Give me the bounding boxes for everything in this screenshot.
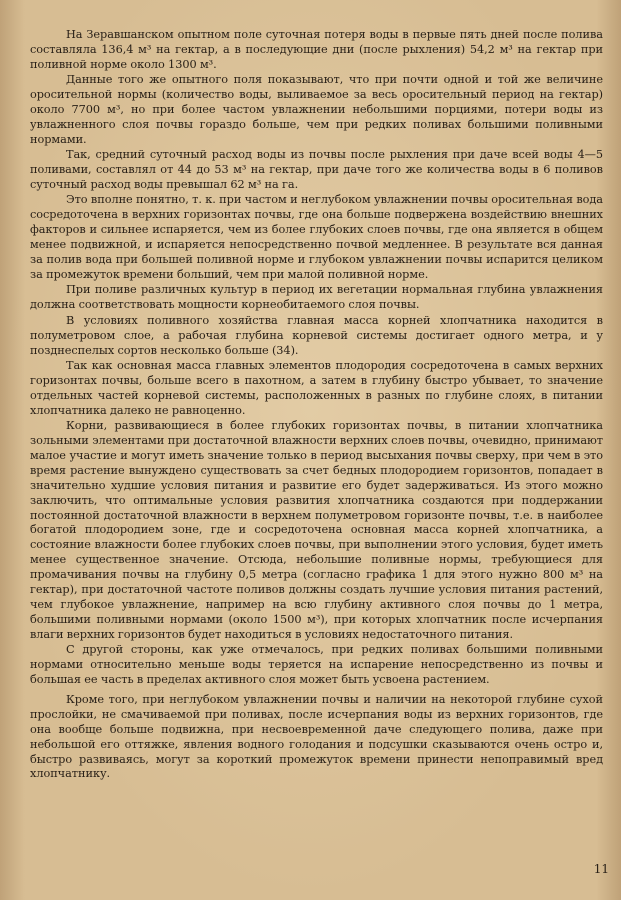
- paragraph: При поливе различных культур в период их вегетации нормальная глубина увлажнения должна соответствовать мощности корнеобитаемого слоя почвы.: [30, 283, 603, 312]
- page-number: 11: [593, 862, 609, 876]
- paragraph: Это вполне понятно, т. к. при частом и неглубоком увлажнении почвы оросительная вода сосредоточена в верхних горизонтах почвы, где она больше подвержена воздействию внешних факторов и сильнее испаряется, чем из более глубоких слоев почвы, где она является в общем менее подвижной, и испаряется непосредственно почвой медленнее. В результате вся данная за полив вода при большей поливной норме и глубоком увлажнении почвы испарится целиком за промежуток времени больший, чем при малой поливной норме.: [30, 193, 603, 281]
- paragraph: В условиях поливного хозяйства главная масса корней хлопчатника находится в полуметровом слое, а рабочая глубина корневой системы достигает одного метра, и у позднеспелых сортов несколько больше (34).: [30, 313, 603, 357]
- paragraph: На Зеравшанском опытном поле суточная потеря воды в первые пять дней после полива составляла 136,4 м³ на гектар, а в последующие дни (после рыхления) 54,2 м³ на гектар при поливной норме около 1300 м³.: [30, 28, 603, 71]
- body-text: [30, 28, 603, 782]
- paragraph: С другой стороны, как уже отмечалось, при редких поливах большими поливными нормами относительно меньше воды теряется на испарение непосредственно из почвы и большая ее часть в пределах активного слоя может быть усвоена растением.: [30, 643, 603, 686]
- paragraph: Корни, развивающиеся в более глубоких горизонтах почвы, в питании хлопчатника зольными элементами при достаточной влажности верхних слоев почвы, очевидно, принимают малое участие и могут иметь значение только в период высыхания почвы сверху, при чем в это время растение вынуждено существовать за счет бедных плодородием горизонтов, попадает в значительно худшие условия питания и развитие его будет задерживаться. Из этого можно заключить, что оптимальные условия развития хлопчатника создаются при поддержании постоянной достаточной влажности в верхнем полуметровом горизонте почвы, т.е. в наиболее богатой плодородием зоне, где и сосредоточена основная масса корней хлопчатника, а состояние влажности более глубоких слоев почвы, при выполнении этого условия, будет иметь менее существенное значение. Отсюда, небольшие поливные нормы, требующиеся для промачивания почвы на глубину 0,5 метра (согласно графика 1 для этого нужно 800 м³ на гектар), при достаточной частоте поливов должны создать лучшие условия питания растений, чем глубокое увлажнение, например на всю глубину активного слоя почвы до 1 метра, большими поливными нормами (около 1500 м³), при которых хлопчатник после исчерпания влаги верхних горизонтов будет находиться в условиях недостаточного питания.: [30, 419, 603, 641]
- paragraph: Так, средний суточный расход воды из почвы после рыхления при даче всей воды 4—5 поливами, составлял от 44 до 53 м³ на гектар, при даче того же количества воды в 6 поливов суточный расход воды превышал 62 м³ на га.: [30, 148, 603, 192]
- paragraph: Кроме того, при неглубоком увлажнении почвы и наличии на некоторой глубине сухой прослойки, не смачиваемой при поливах, после исчерпания воды из верхних горизонтов, где она вообще больше подвижна, при несвоевременной даче следующего полива, даже при небольшой его оттяжке, явления водного голодания и подсушки сказываются очень остро и, быстро развиваясь, могут за короткий промежуток времени принести непоправимый вред хлопчатнику.: [30, 692, 603, 781]
- paragraph: Данные того же опытного поля показывают, что при почти одной и той же величине оросительной нормы (количество воды, выливаемое за весь оросительный период на гектар) около 7700 м³, но при более частом увлажнении небольшими порциями, потери воды из увлажненного слоя почвы гораздо больше, чем при редких поливах большими поливными нормами.: [30, 73, 603, 146]
- paragraph: Так как основная масса главных элементов плодородия сосредоточена в самых верхних горизонтах почвы, больше всего в пахотном, а затем в глубину быстро убывает, то значение отдельных частей корневой системы, расположенных в разных по глубине слоях, в питании хлопчатника далеко не равноценно.: [30, 358, 603, 417]
